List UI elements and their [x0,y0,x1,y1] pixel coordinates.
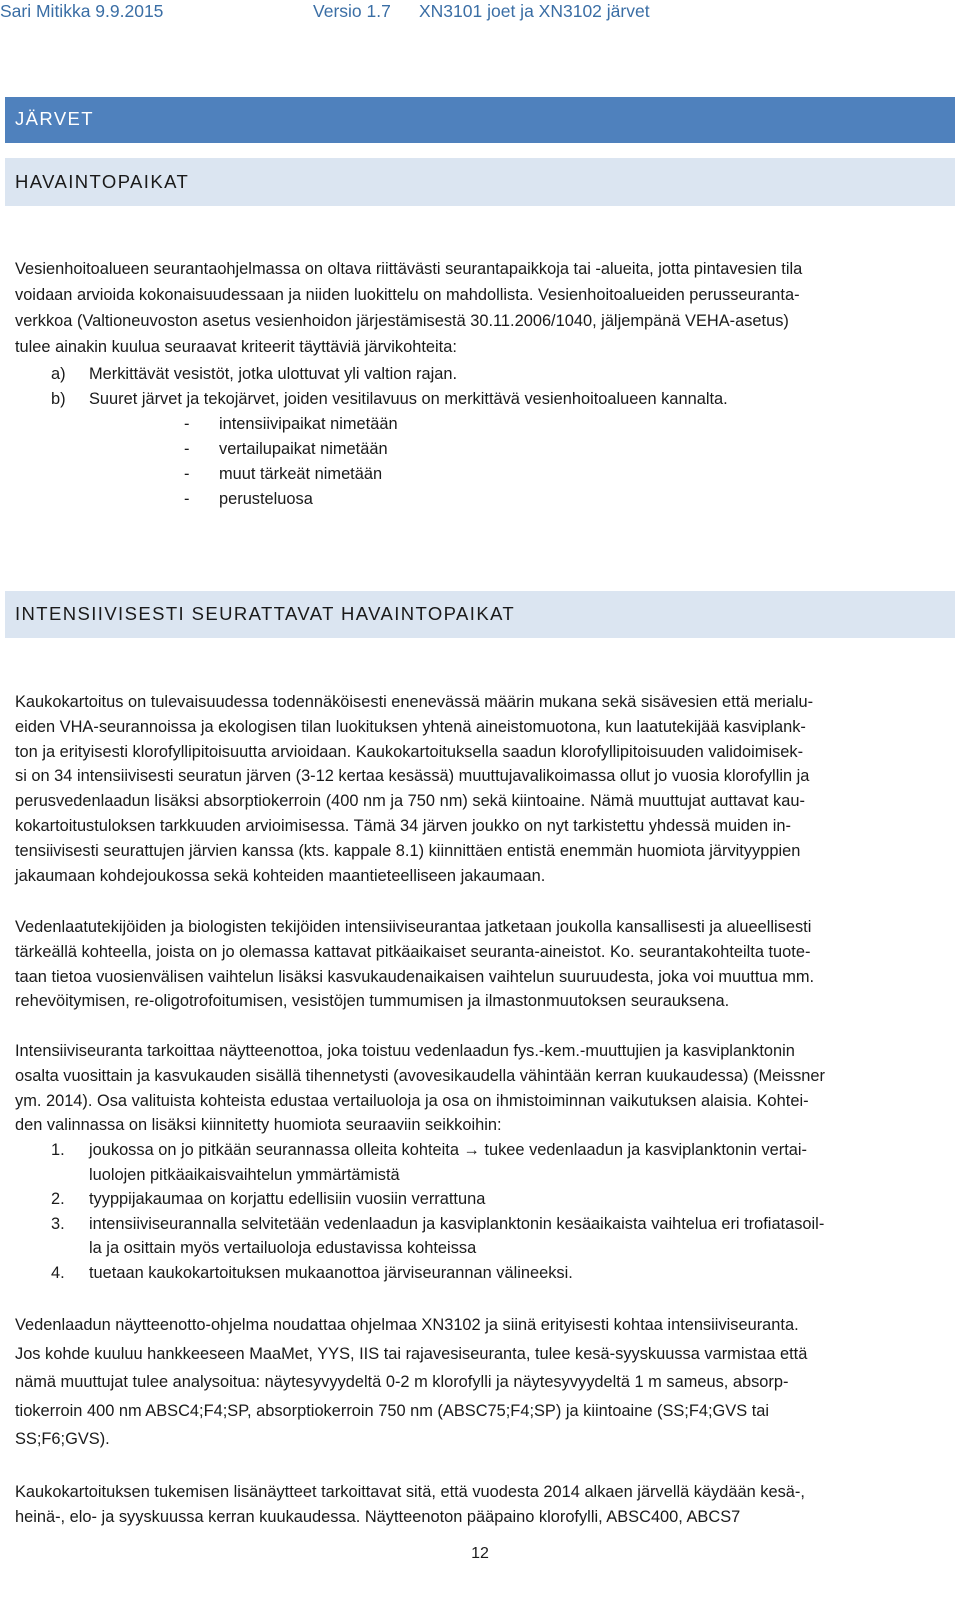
page-number: 12 [471,1545,489,1562]
list-item-text: intensiivipaikat nimetään [219,415,398,433]
header-version: Versio 1.7 [313,1,391,21]
paragraph-line: Vedenlaatutekijöiden ja biologisten tekijöiden intensiiviseurantaa jatketaan joukolla kansallisesti ja alueellisesti [15,918,812,936]
list-item-line: luolojen pitkäaikaisvaihtelun ymmärtämistä [89,1165,400,1184]
paragraph-line: si on 34 intensiivisesti seuratun järven (3-12 kertaa kesässä) muuttujavalikoimassa ollut jo vuosia klorofyllin ja [15,767,810,786]
list-marker: - [184,465,190,483]
list-item-text: muut tärkeät nimetään [219,465,383,483]
paragraph-line: rehevöitymisen, re-oligotrofoitumisen, vesistöjen tummumisen ja ilmastonmuutoksen seurauksena. [15,992,730,1011]
list-item-text: perusteluosa [219,490,313,508]
paragraph-line: tensiivisesti seurattujen järvien kanssa (kts. kappale 8.1) kiinnittäen entistä enemmän huomiota järvityyppien [15,841,801,860]
paragraph-3 [15,1039,945,1138]
header-document-title: XN3101 joet ja XN3102 järvet [419,1,650,21]
paragraph-line: den valinnassa on lisäksi kiinnitetty huomiota seuraaviin seikkoihin: [15,1116,502,1135]
list-marker: - [184,415,190,433]
paragraph-line: Jos kohde kuuluu hankkeeseen MaaMet, YYS, IIS tai rajavesiseuranta, tulee kesä-syyskuussa varmistaa että [15,1344,808,1363]
intro-paragraph [15,256,945,360]
list-item-line: la ja osittain myös vertailuoloja edustavissa kohteissa [89,1239,477,1258]
list-item-text: Merkittävät vesistöt, jotka ulottuvat yli valtion rajan. [89,365,458,383]
page-header [0,0,960,26]
paragraph-line: nämä muuttujat tulee analysoitua: näytesyvyydeltä 0-2 m klorofylli ja näytesyvyydeltä 1 m sameus, absorp- [15,1373,789,1391]
paragraph-line: SS;F6;GVS). [15,1430,110,1448]
numbered-list [15,1138,945,1286]
paragraph-line: ym. 2014). Osa valituista kohteista edustaa vertailuoloja ja osa on ihmistoiminnan vaikutuksen alaisia. Kohtei- [15,1091,809,1110]
list-item [15,1187,945,1212]
list-item-text: vertailupaikat nimetään [219,440,388,458]
criteria-list [15,362,945,512]
list-number: 2. [51,1190,65,1209]
paragraph-5 [15,1480,945,1530]
list-item [15,1261,945,1286]
paragraph-line: heinä-, elo- ja syyskuussa kerran kuukaudessa. Näytteenoton pääpaino klorofylli, ABSC400, ABCS7 [15,1507,741,1526]
paragraph-line: perusvedenlaadun lisäksi absorptiokerroin (400 nm ja 750 nm) sekä kiintoaine. Nämä muuttujat auttavat kau- [15,792,805,811]
list-item [15,487,945,512]
paragraph-line: tiokerroin 400 nm ABSC4;F4;SP, absorptiokerroin 750 nm (ABSC75;F4;SP) ja kiintoaine (SS;F4;GVS tai [15,1401,770,1420]
list-item [15,1212,945,1261]
list-item-text: Suuret järvet ja tekojärvet, joiden vesitilavuus on merkittävä vesienhoitoalueen kannalta. [89,390,728,408]
paragraph-1 [15,690,945,888]
paragraph-line: eiden VHA-seurannoissa ja ekologisen tilan luokituksen yhtenä aineistomuotona, kun laatutekijää kasviplank- [15,717,806,736]
list-marker: b) [51,390,66,408]
paragraph-line: jakaumaan kohdejoukossa sekä kohteiden maantieteelliseen jakaumaan. [15,866,546,885]
list-number: 1. [51,1141,65,1159]
list-number: 4. [51,1263,65,1282]
paragraph-line: tulee ainakin kuulua seuraavat kriteerit täyttäviä järvikohteita: [15,338,457,356]
paragraph-line: Kaukokartoitus on tulevaisuudessa todennäköisesti enenevässä määrin mukana sekä sisävesien että merialu- [15,693,814,711]
paragraph-line: Vedenlaadun näytteenotto-ohjelma noudattaa ohjelmaa XN3102 ja siinä erityisesti kohtaa intensiiviseuranta. [15,1316,799,1334]
list-item [15,1138,945,1187]
paragraph-4 [15,1311,945,1454]
paragraph-line: kokartoitustuloksen tarkkuuden arvioimisessa. Tämä 34 järven joukko on nyt tarkistettu yhdessä muiden in- [15,816,791,835]
paragraph-line: Vesienhoitoalueen seurantaohjelmassa on oltava riittävästi seurantapaikkoja tai -alueita, jotta pintavesien tila [15,260,803,278]
list-item [15,412,945,437]
sub-heading-intensiivisesti: INTENSIIVISESTI SEURATTAVAT HAVAINTOPAIKAT [5,591,955,638]
list-item [15,437,945,462]
paragraph-line: ton ja erityisesti klorofyllipitoisuutta arvioidaan. Kaukokartoituksella saadun klorofyllipitoisuuden validoimisek- [15,742,804,761]
list-item-line: tuetaan kaukokartoituksen mukaanottoa järviseurannan välineeksi. [89,1263,573,1282]
paragraph-line: voidaan arvioida kokonaisuudessaan ja niiden luokittelu on mahdollista. Vesienhoitoalueiden perusseuranta- [15,286,800,304]
list-marker: a) [51,365,66,383]
list-item [15,387,945,412]
list-item [15,462,945,487]
list-number: 3. [51,1214,65,1233]
paragraph-line: tärkeällä kohteella, joista on jo olemassa kattavat pitkäaikaiset seuranta-aineistot. Ko. seurantakohteilta tuote- [15,942,811,961]
list-item-line: intensiiviseurannalla selvitetään vedenlaadun ja kasviplanktonin kesäaikaista vaihtelua eri trofiatasoil- [89,1214,825,1233]
paragraph-line: taan tietoa vuosienvälisen vaihtelun lisäksi kasvukaudenaikaisen vaihtelun suuruudesta, joka voi muuttua mm. [15,967,815,986]
list-marker: - [184,490,190,508]
sub-heading-havaintopaikat: HAVAINTOPAIKAT [5,158,955,206]
list-marker: - [184,440,190,458]
paragraph-2 [15,915,945,1014]
paragraph-line: Kaukokartoituksen tukemisen lisänäytteet tarkoittavat sitä, että vuodesta 2014 alkaen järvellä käydään kesä-, [15,1483,805,1501]
section-heading: JÄRVET [5,97,955,143]
paragraph-line: osalta vuosittain ja kasvukauden sisällä tihennetysti (avovesikaudella vähintään kerran kuukaudessa) (Meissner [15,1066,825,1085]
paragraph-line: Intensiiviseuranta tarkoittaa näytteenottoa, joka toistuu vedenlaadun fys.-kem.-muuttujien ja kasviplanktonin [15,1042,795,1060]
list-item [15,362,945,387]
header-author-date: Sari Mitikka 9.9.2015 [0,1,164,21]
list-item-line: tyyppijakaumaa on korjattu edellisiin vuosiin verrattuna [89,1190,486,1209]
paragraph-line: verkkoa (Valtioneuvoston asetus vesienhoidon järjestämisestä 30.11.2006/1040, jäljempänä VEHA-asetus) [15,312,789,330]
list-item-line: joukossa on jo pitkään seurannassa olleita kohteita → tukee vedenlaadun ja kasviplanktonin vertai- [89,1141,807,1159]
